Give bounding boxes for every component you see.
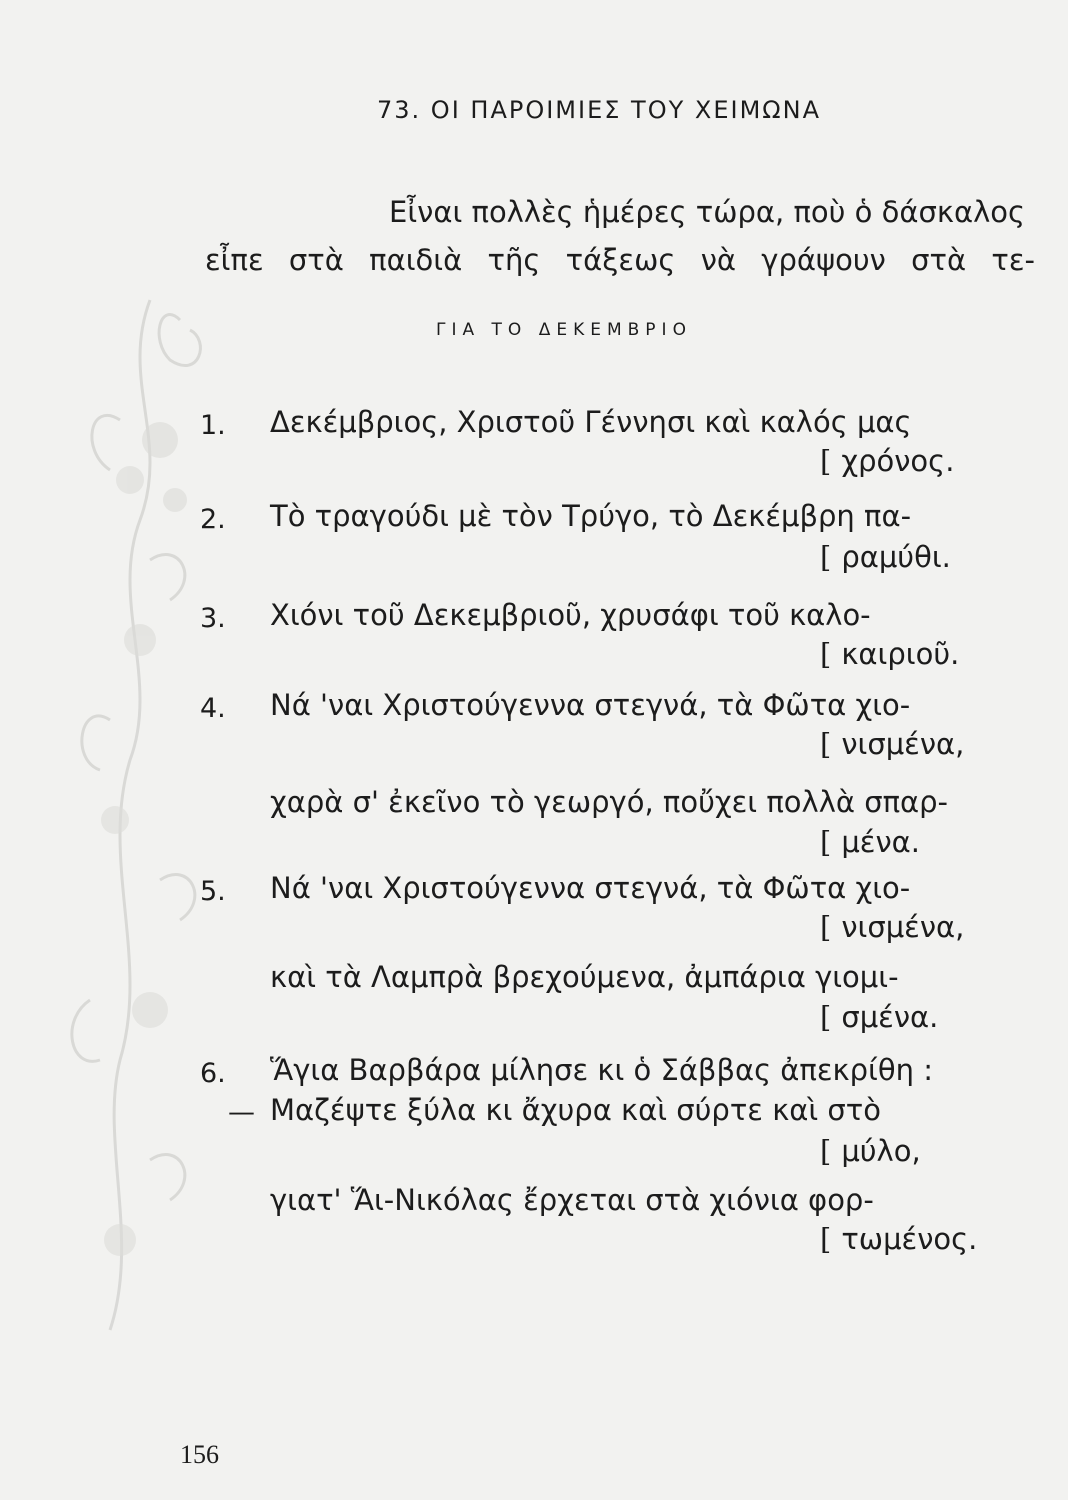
intro-line-1: Εἶναι πολλὲς ἡμέρες τώρα, ποὺ ὁ δάσκαλος: [389, 195, 1025, 229]
page-number: 156: [180, 1440, 219, 1469]
proverb-number: 1.: [200, 410, 226, 441]
proverb-continuation: [ καιριοῦ.: [820, 637, 959, 671]
proverb-continuation: [ χρόνος.: [820, 444, 954, 478]
intro-line-2: εἶπε στὰ παιδιὰ τῆς τάξεως νὰ γράψουν στὰ τε-: [205, 243, 1035, 277]
page-title: 73. ΟΙ ΠΑΡΟΙΜΙΕΣ ΤΟΥ ΧΕΙΜΩΝΑ: [377, 96, 821, 124]
proverb-number: 5.: [200, 876, 226, 907]
proverb-number: 6.: [200, 1058, 226, 1089]
proverb-line: Δεκέμβριος, Χριστοῦ Γέννησι καὶ καλός μας: [270, 405, 912, 439]
proverb-line: καὶ τὰ Λαμπρὰ βρεχούμενα, ἀμπάρια γιομι-: [270, 960, 899, 994]
proverb-continuation: [ νισμένα,: [820, 910, 964, 944]
proverb-line: Ἅγια Βαρβάρα μίλησε κι ὁ Σάββας ἀπεκρίθη :: [270, 1053, 933, 1087]
proverb-number: 3.: [200, 603, 226, 634]
proverb-line: Νά 'ναι Χριστούγεννα στεγνά, τὰ Φῶτα χιο-: [270, 871, 911, 905]
proverb-line: Χιόνι τοῦ Δεκεμβριοῦ, χρυσάφι τοῦ καλο-: [270, 598, 871, 632]
proverb-continuation: [ μύλο,: [820, 1134, 921, 1168]
proverb-continuation: [ ραμύθι.: [820, 540, 951, 574]
proverb-line: Νά 'ναι Χριστούγεννα στεγνά, τὰ Φῶτα χιο-: [270, 688, 911, 722]
proverb-continuation: [ νισμένα,: [820, 727, 964, 761]
proverb-continuation: [ μένα.: [820, 825, 920, 859]
proverb-line: γιατ' Ἅι-Νικόλας ἔρχεται στὰ χιόνια φορ-: [270, 1183, 874, 1217]
proverb-number: 4.: [200, 693, 226, 724]
em-dash: —: [228, 1097, 255, 1128]
proverb-line: Μαζέψτε ξύλα κι ἄχυρα καὶ σύρτε καὶ στὸ: [270, 1093, 882, 1127]
proverb-continuation: [ τωμένος.: [820, 1222, 977, 1256]
proverb-continuation: [ σμένα.: [820, 1000, 938, 1034]
section-heading: ΓΙΑ ΤΟ ΔΕΚΕΜΒΡΙΟ: [436, 320, 692, 340]
proverb-line: Τὸ τραγούδι μὲ τὸν Τρύγο, τὸ Δεκέμβρη πα-: [270, 499, 912, 533]
proverb-number: 2.: [200, 504, 226, 535]
intro-paragraph: [205, 188, 1035, 284]
proverb-line: χαρὰ σ' ἐκεῖνο τὸ γεωργό, ποὔχει πολλὰ σπαρ-: [270, 785, 949, 819]
